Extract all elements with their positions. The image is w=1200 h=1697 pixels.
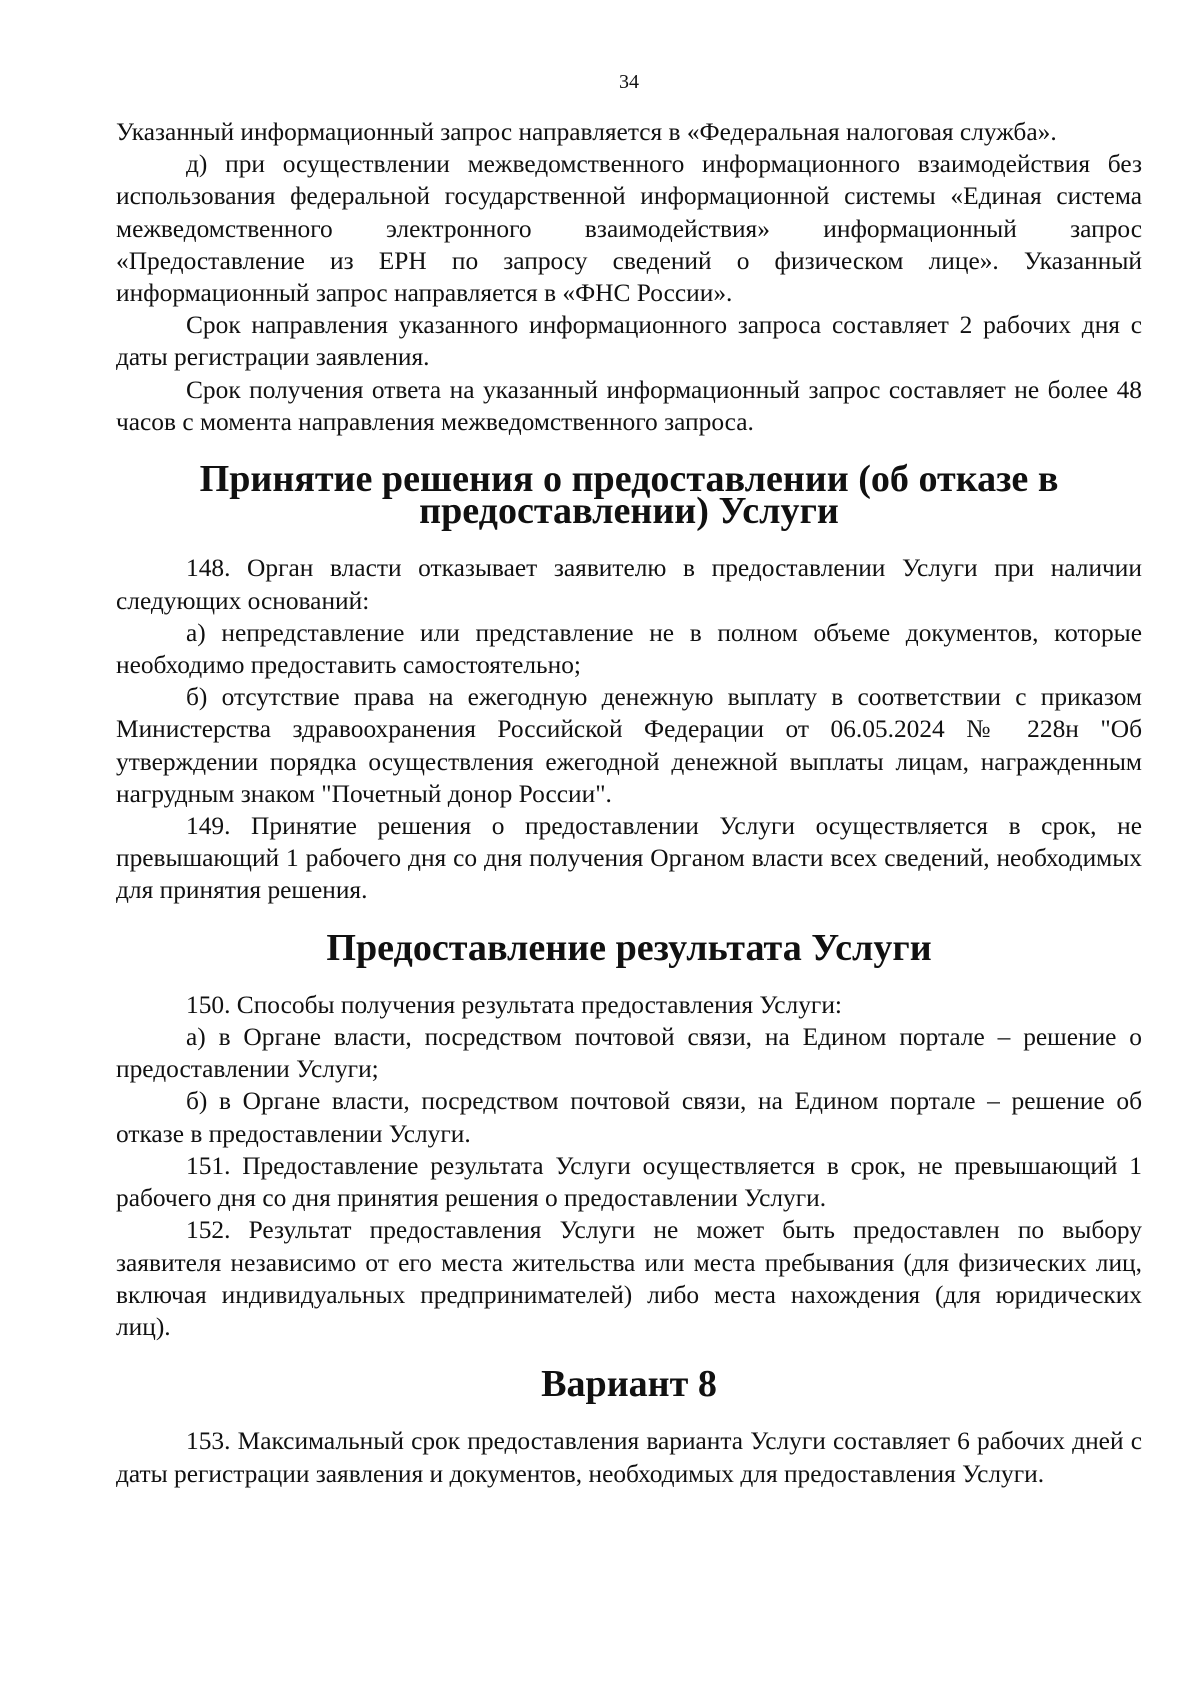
document-page bbox=[116, 60, 1142, 1490]
paragraph-150: 150. Способы получения результата предоставления Услуги: bbox=[186, 990, 842, 1019]
paragraph-152: 152. Результат предоставления Услуги не может быть предоставлен по выбору заявителя независимо от его места жительства или места пребывания (для физических лиц, включая индивидуальных предпринимателей) либо места нахождения (для юридических лиц). bbox=[116, 1216, 1142, 1341]
paragraph-151: 151. Предоставление результата Услуги осуществляется в срок, не превышающий 1 рабочего дня со дня принятия решения о предоставлении Услуги. bbox=[116, 1151, 1142, 1213]
paragraph-response-deadline: Срок получения ответа на указанный информационный запрос составляет не более 48 часов с момента направления межведомственного запроса. bbox=[116, 375, 1142, 436]
paragraph-query-deadline: Срок направления указанного информационного запроса составляет 2 рабочих дня с даты регистрации заявления. bbox=[116, 311, 1142, 372]
paragraph-150-a: а) в Органе власти, посредством почтовой связи, на Едином портале – решение о предоставлении Услуги; bbox=[116, 1023, 1142, 1084]
paragraph-148: 148. Орган власти отказывает заявителю в предоставлении Услуги при наличии следующих оснований: bbox=[116, 554, 1142, 615]
heading-variant-8: Вариант 8 bbox=[541, 1363, 717, 1406]
paragraph-150-b: б) в Органе власти, посредством почтовой связи, на Едином портале – решение об отказе в предоставлении Услуги. bbox=[116, 1087, 1142, 1148]
paragraph-item-d: д) при осуществлении межведомственного информационного взаимодействия без использования федеральной государственной информационной системы «Единая система межведомственного электронного взаимодействия» информационный запрос «Предоставление из ЕРН по запросу сведений о физическом лице». Указанный информационный запрос направляется в «ФНС России». bbox=[116, 150, 1142, 308]
page-number: 34 bbox=[619, 71, 639, 93]
heading-result: Предоставление результата Услуги bbox=[326, 926, 932, 969]
paragraph-153: 153. Максимальный срок предоставления варианта Услуги составляет 6 рабочих дней с даты регистрации заявления и документов, необходимых для предоставления Услуги. bbox=[116, 1427, 1142, 1488]
paragraph-148-b: б) отсутствие права на ежегодную денежную выплату в соответствии с приказом Министерства здравоохранения Российской Федерации от 06.05.2024 № 228н "Об утверждении порядка осуществления ежегодной денежной выплаты лицам, награжденным нагрудным знаком "Почетный донор России". bbox=[116, 683, 1142, 808]
heading-decision: Принятие решения о предоставлении (об отказе в предоставлении) Услуги bbox=[199, 458, 1059, 533]
paragraph-149: 149. Принятие решения о предоставлении Услуги осуществляется в срок, не превышающий 1 рабочего дня со дня получения Органом власти всех сведений, необходимых для принятия решения. bbox=[116, 812, 1142, 905]
paragraph-query-tax-service: Указанный информационный запрос направляется в «Федеральная налоговая служба». bbox=[116, 118, 1057, 146]
paragraph-148-a: а) непредставление или представление не в полном объеме документов, которые необходимо предоставить самостоятельно; bbox=[116, 618, 1142, 680]
